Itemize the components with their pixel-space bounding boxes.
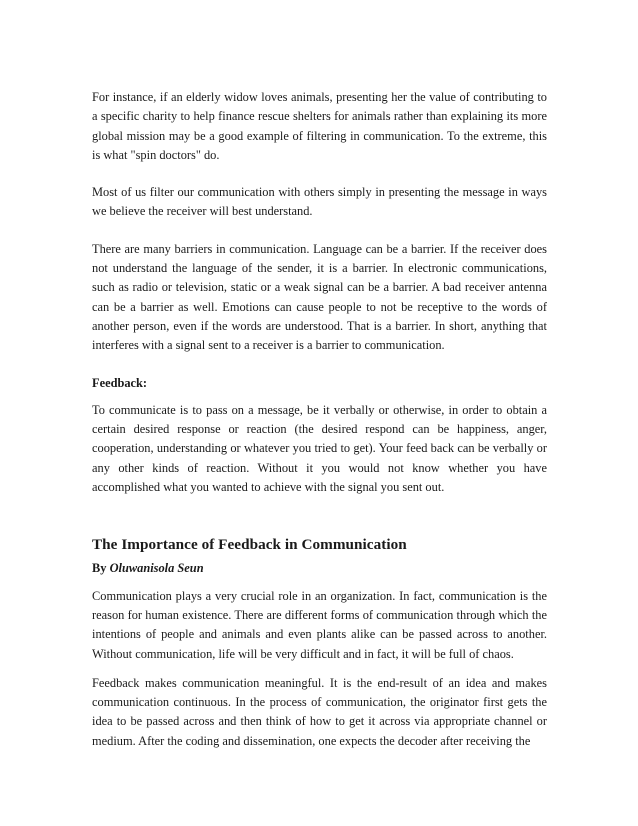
- paragraph-filtering-example: For instance, if an elderly widow loves animals, presenting her the value of contributing to a specific charity to help finance rescue shelters for animals rather than explaining its more global mission may be a good example of filtering in communication. To the extreme, this is what "spin doctors" do.: [92, 90, 547, 162]
- paragraph-filter-communication: Most of us filter our communication with others simply in presenting the message in ways we believe the receiver will best understand.: [92, 185, 547, 219]
- paragraph-communication-role: Communication plays a very crucial role in an organization. In fact, communication is the reason for human existence. There are different forms of communication through which the intentions of people and animals and even plants alike can be passed across to another. Without communication, life will be very difficult and in fact, it will be full of chaos.: [92, 588, 547, 661]
- feedback-heading: Feedback:: [92, 375, 148, 390]
- article-title: The Importance of Feedback in Communication: [92, 536, 407, 554]
- byline-prefix: By: [92, 561, 107, 576]
- paragraph-barriers: There are many barriers in communication. Language can be a barrier. If the receiver does not understand the language of the sender, it is a barrier. In electronic communications, such as radio or television, static or a weak signal can be a barrier. A bad receiver antenna can be a barrier as well. Emotions can cause people to not be receptive to the words of another person, even if the words are understood. That is a barrier. In short, anything that interferes with a signal sent to a receiver is a barrier to communication.: [92, 241, 547, 353]
- paragraph-feedback-meaningful: Feedback makes communication meaningful. It is the end-result of an idea and makes communication continuous. In the process of communication, the originator first gets the idea to be passed across and then think of how to get it across via appropriate channel or medium. After the coding and dissemination, one expects the decoder after receiving the: [92, 675, 547, 748]
- byline-author: Oluwanisola Seun: [109, 561, 204, 576]
- byline: [92, 559, 547, 578]
- paragraph-feedback-definition: To communicate is to pass on a message, be it verbally or otherwise, in order to obtain a certain desired response or reaction (the desired respond can be happiness, anger, cooperation, understanding or whatever you tried to get). Your feed back can be verbally or any other kinds of reaction. Without it you would not know whether you have accomplished what you wanted to achieve with the signal you sent out.: [92, 402, 547, 495]
- document-page: [92, 88, 547, 769]
